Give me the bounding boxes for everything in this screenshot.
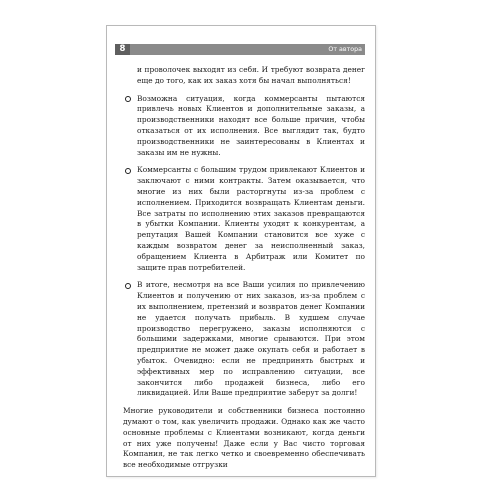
circle-bullet-icon <box>125 168 131 174</box>
bullet-text: Возможна ситуация, когда коммерсанты пытаются привлечь новых Клиентов и дополнительные заказы, а производственники находят все больше причин, чтобы отказаться от их исполнения. Все выглядит так, будто производственники не заинтересованы в Клиентах и заказы им не нужны. <box>137 93 365 157</box>
body-paragraph: Многие руководители и собственники бизнеса постоянно думают о том, как увеличить продажи. Однако как же часто основные проблемы с Клиентами возникают, когда деньги от них уже получены! Даже если у Вас чисто торговая Компания, не так легко четко и своевременно обеспечивать все необходимые отгрузки <box>123 406 365 470</box>
bullet-list <box>123 94 365 400</box>
page-number: 8 <box>115 44 130 55</box>
circle-bullet-icon <box>125 96 131 102</box>
page-header <box>115 44 365 55</box>
bullet-item <box>123 94 365 159</box>
continuation-paragraph: и проволочек выходят из себя. И требуют возврата денег еще до того, как их заказ хотя бы начал выполняться! <box>137 65 365 85</box>
book-page <box>106 25 376 477</box>
bullet-text: В итоге, несмотря на все Ваши усилия по привлечению Клиентов и получению от них заказов, из-за проблем с их выполнением, претензий и возвратов денег Компании не удается получать прибыль. В худшем случае производство перегружено, заказы исполняются с большими задержками, многие срываются. При этом предприятие не может даже окупать себя и работает в убыток. Очевидно: если не предпринять быстрых и эффективных мер по исправлению ситуации, все закончится либо продажей бизнеса, либо его ликвидацией. Или Ваше предприятие заберут за долги! <box>137 280 365 398</box>
page-content <box>123 65 365 471</box>
bullet-text: Коммерсанты с большим трудом привлекают Клиентов и заключают с ними контракты. Затем оказывается, что многие из них были расторгнуты из-за проблем с исполнением. Приходится возвращать Клиентам деньги. Все затраты по исполнению этих заказов превращаются в убытки Компании. Клиенты уходят к конкурентам, а репутация Вашей Компании становится все хуже с каждым возвратом денег за неисполненный заказ, обращением Клиента в Арбитраж или Комитет по защите прав потребителей. <box>137 165 365 272</box>
running-head: От автора <box>328 46 362 53</box>
bullet-item <box>123 280 365 399</box>
circle-bullet-icon <box>125 283 131 289</box>
bullet-item <box>123 165 365 273</box>
